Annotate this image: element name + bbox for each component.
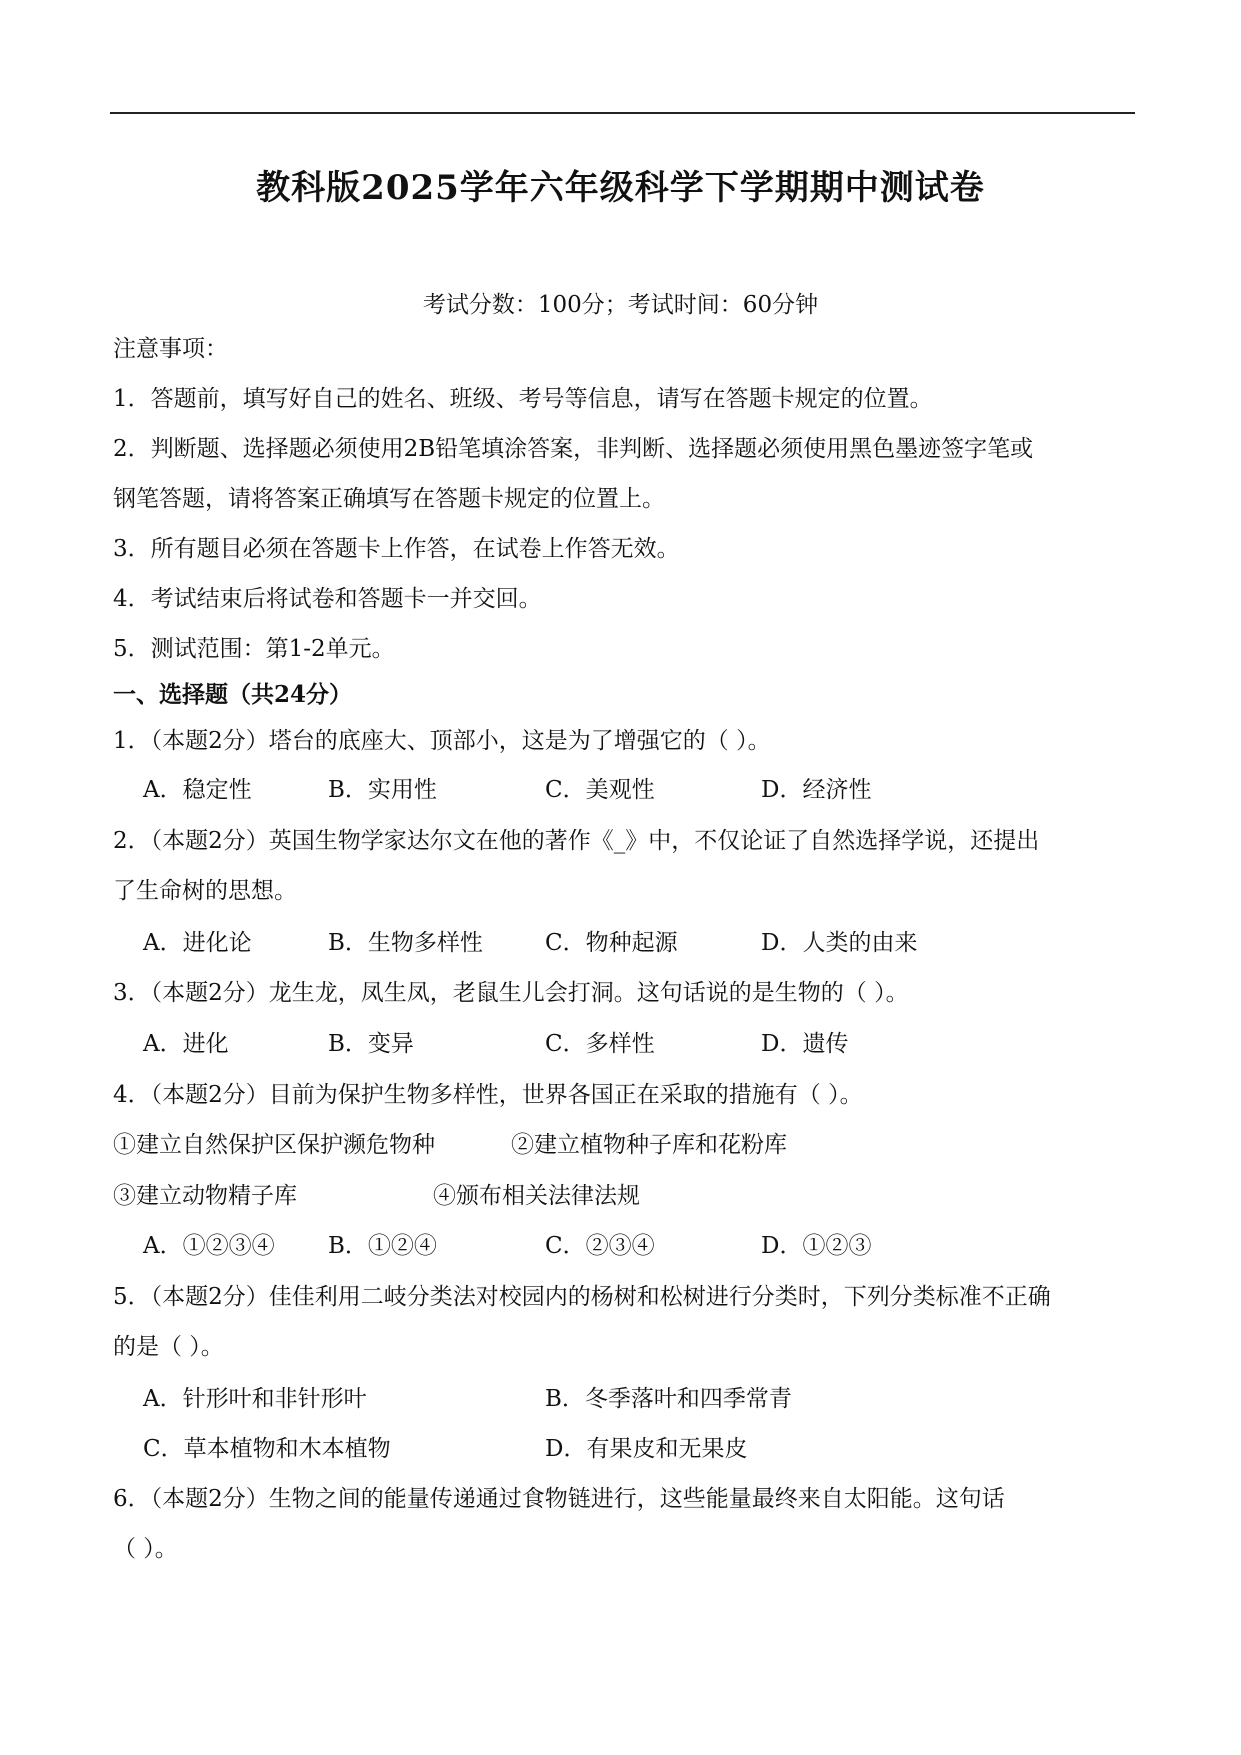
q3-option-b: B．变异 xyxy=(328,1031,414,1057)
note-3: 3．所有题目必须在答题卡上作答，在试卷上作答无效。 xyxy=(113,536,680,562)
q4-item-1: ①建立自然保护区保护濒危物种 xyxy=(113,1132,435,1158)
q2-option-d: D．人类的由来 xyxy=(761,930,918,956)
q4-option-a: A．①②③④ xyxy=(143,1233,275,1259)
q6-stem-line2: （ ）。 xyxy=(113,1536,178,1562)
q2-option-c: C．物种起源 xyxy=(545,930,678,956)
q5-option-a: A．针形叶和非针形叶 xyxy=(143,1386,367,1412)
note-5: 5．测试范围：第1-2单元。 xyxy=(113,636,395,662)
note-2-line2: 钢笔答题，请将答案正确填写在答题卡规定的位置上。 xyxy=(113,486,665,512)
q5-stem-line1: 5．（本题2分）佳佳利用二岐分类法对校园内的杨树和松树进行分类时，下列分类标准不正确 xyxy=(113,1284,1051,1310)
note-4: 4．考试结束后将试卷和答题卡一并交回。 xyxy=(113,586,542,612)
q5-option-b: B．冬季落叶和四季常青 xyxy=(545,1386,792,1412)
q2-option-a: A．进化论 xyxy=(143,930,252,956)
q3-option-a: A．进化 xyxy=(143,1031,229,1057)
q2-stem-line2: 了生命树的思想。 xyxy=(113,878,297,904)
q5-option-c: C．草本植物和木本植物 xyxy=(143,1436,391,1462)
section-heading: 一、选择题（共24分） xyxy=(113,681,353,708)
q2-option-b: B．生物多样性 xyxy=(328,930,483,956)
q4-item-4: ④颁布相关法律法规 xyxy=(433,1183,640,1209)
q6-stem-line1: 6．（本题2分）生物之间的能量传递通过食物链进行，这些能量最终来自太阳能。这句话 xyxy=(113,1486,1005,1512)
q4-stem: 4．（本题2分）目前为保护生物多样性，世界各国正在采取的措施有（ ）。 xyxy=(113,1082,863,1108)
q3-option-d: D．遗传 xyxy=(761,1031,849,1057)
q1-option-b: B．实用性 xyxy=(328,777,437,803)
q3-stem: 3．（本题2分）龙生龙，凤生凤，老鼠生儿会打洞。这句话说的是生物的（ ）。 xyxy=(113,980,909,1006)
q4-item-3: ③建立动物精子库 xyxy=(113,1183,297,1209)
q5-option-d: D．有果皮和无果皮 xyxy=(545,1436,748,1462)
q1-option-a: A．稳定性 xyxy=(143,777,252,803)
note-2-line1: 2．判断题、选择题必须使用2B铅笔填涂答案，非判断、选择题必须使用黑色墨迹签字笔或 xyxy=(113,436,1034,462)
q1-stem: 1．（本题2分）塔台的底座大、顶部小，这是为了增强它的（ ）。 xyxy=(113,728,771,754)
q5-stem-line2: 的是（ ）。 xyxy=(113,1334,224,1360)
q2-stem-line1: 2．（本题2分）英国生物学家达尔文在他的著作《_》中，不仅论证了自然选择学说，还提出 xyxy=(113,828,1040,854)
notes-heading: 注意事项： xyxy=(113,336,228,362)
q4-option-d: D．①②③ xyxy=(761,1233,872,1259)
note-1: 1．答题前，填写好自己的姓名、班级、考号等信息，请写在答题卡规定的位置。 xyxy=(113,386,933,412)
q4-item-2: ②建立植物种子库和花粉库 xyxy=(511,1132,787,1158)
header-rule xyxy=(110,112,1135,114)
page-title: 教科版2025学年六年级科学下学期期中测试卷 xyxy=(256,168,985,208)
q4-option-b: B．①②④ xyxy=(328,1233,437,1259)
q1-option-c: C．美观性 xyxy=(545,777,655,803)
exam-info: 考试分数：100分；考试时间：60分钟 xyxy=(422,292,819,318)
q1-option-d: D．经济性 xyxy=(761,777,872,803)
q4-option-c: C．②③④ xyxy=(545,1233,655,1259)
q3-option-c: C．多样性 xyxy=(545,1031,655,1057)
